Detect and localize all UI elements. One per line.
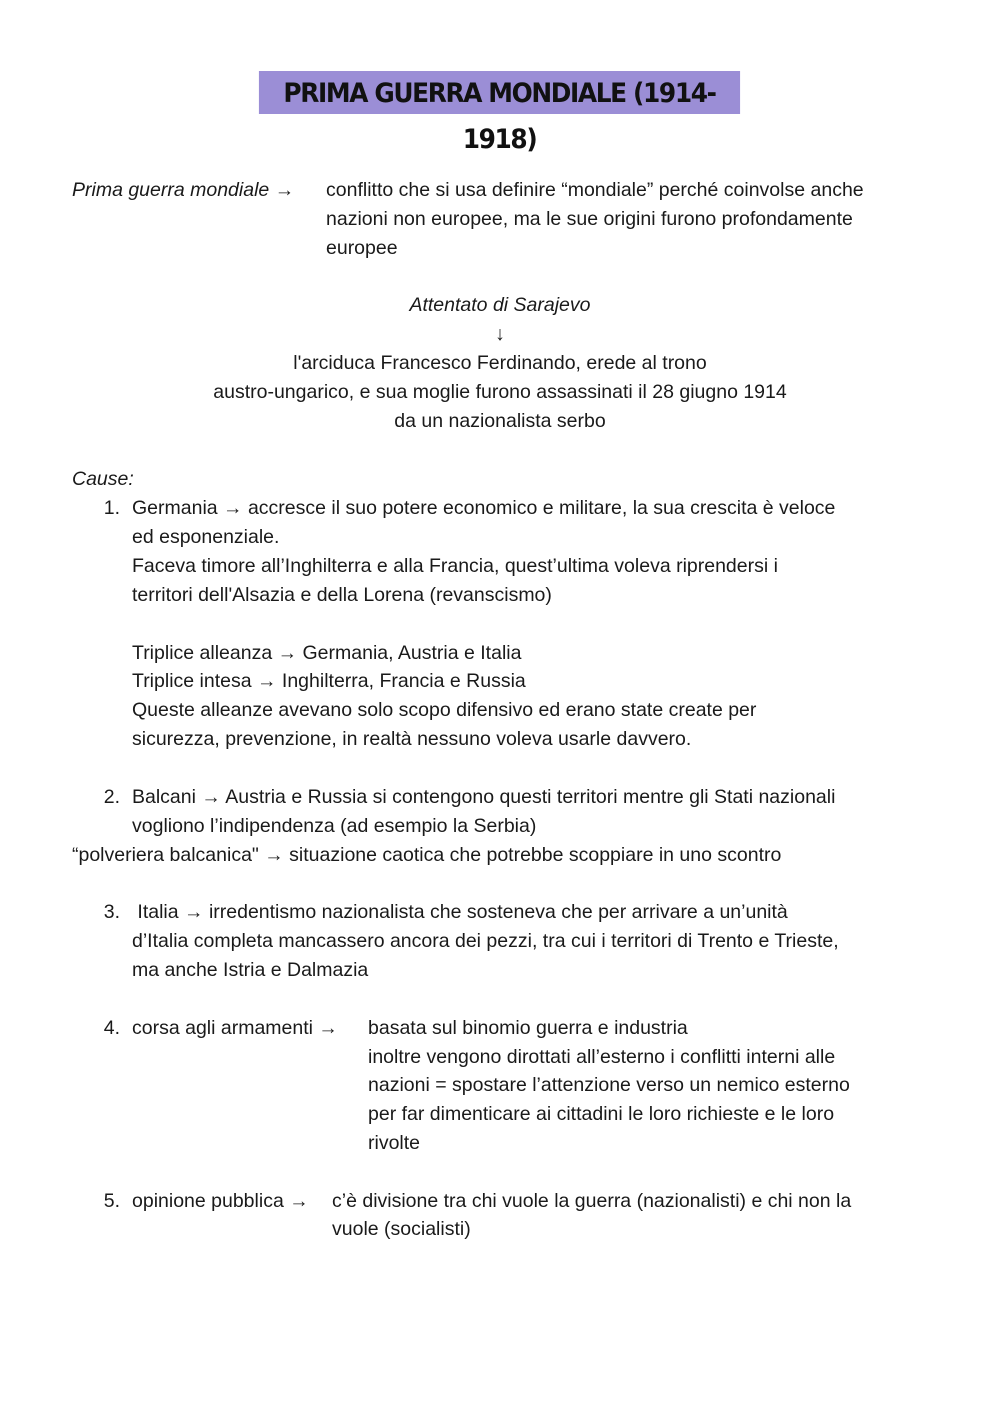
list-item-line: nazioni = spostare l’attenzione verso un nemico esterno	[368, 1074, 850, 1096]
sarajevo-line: da un nazionalista serbo	[394, 410, 606, 432]
list-item-number: 5.	[103, 1190, 120, 1212]
list-item-line: Faceva timore all’Inghilterra e alla Francia, quest’ultima voleva riprendersi i	[132, 555, 778, 577]
list-item-line: vuole (socialisti)	[332, 1218, 471, 1240]
list-item-number: 1.	[103, 497, 120, 519]
sarajevo-heading: Attentato di Sarajevo	[409, 294, 591, 316]
list-item-line: Balcani → Austria e Russia si contengono questi territori mentre gli Stati nazionali	[132, 786, 836, 808]
list-item-line: vogliono l’indipendenza (ad esempio la Serbia)	[132, 815, 537, 837]
list-item-line: territori dell'Alsazia e della Lorena (revanscismo)	[132, 584, 552, 606]
intro-line: conflitto che si usa definire “mondiale” perché coinvolse anche	[326, 179, 864, 201]
page-title: PRIMA GUERRA MONDIALE (1914-1918)	[259, 71, 740, 114]
list-item-line: Triplice alleanza → Germania, Austria e Italia	[132, 642, 522, 664]
intro-term: Prima guerra mondiale	[72, 179, 270, 201]
intro-term-row	[72, 176, 294, 205]
list-item-line: d’Italia completa mancassero ancora dei pezzi, tra cui i territori di Trento e Trieste,	[132, 930, 839, 952]
list-item-line: Italia → irredentismo nazionalista che sosteneva che per arrivare a un’unità	[132, 901, 788, 923]
list-item-line: Germania → accresce il suo potere economico e militare, la sua crescita è veloce	[132, 497, 836, 519]
list-item-number: 3.	[103, 901, 120, 923]
list-item-line: Triplice intesa → Inghilterra, Francia e Russia	[132, 670, 526, 692]
arrow-right-icon: →	[274, 179, 295, 201]
balkan-note: “polveriera balcanica" → situazione caotica che potrebbe scoppiare in uno scontro	[72, 844, 782, 866]
list-item-line: ed esponenziale.	[132, 526, 280, 548]
sarajevo-line: austro-ungarico, e sua moglie furono assassinati il 28 giugno 1914	[213, 381, 787, 403]
list-item-lead: opinione pubblica →	[132, 1190, 309, 1212]
list-item-line: per far dimenticare ai cittadini le loro richieste e le loro	[368, 1103, 835, 1125]
list-item-number: 2.	[103, 786, 120, 808]
list-item-line: Queste alleanze avevano solo scopo difensivo ed erano state create per	[132, 699, 757, 721]
arrow-down-icon: ↓	[495, 323, 505, 345]
list-item-line: inoltre vengono dirottati all’esterno i conflitti interni alle	[368, 1046, 836, 1068]
list-item-line: ma anche Istria e Dalmazia	[132, 959, 369, 981]
intro-line: nazioni non europee, ma le sue origini furono profondamente	[326, 208, 853, 230]
list-item-lead: corsa agli armamenti →	[132, 1017, 338, 1039]
list-item-number: 4.	[103, 1017, 120, 1039]
sarajevo-line: l'arciduca Francesco Ferdinando, erede al trono	[293, 352, 707, 374]
list-item-line: basata sul binomio guerra e industria	[368, 1017, 688, 1039]
list-item-line: sicurezza, prevenzione, in realtà nessuno voleva usarle davvero.	[132, 728, 692, 750]
intro-line: europee	[326, 237, 398, 259]
list-item-line: rivolte	[368, 1132, 421, 1154]
list-item-line: c’è divisione tra chi vuole la guerra (nazionalisti) e chi non la	[332, 1190, 852, 1212]
causes-label: Cause:	[72, 468, 134, 490]
